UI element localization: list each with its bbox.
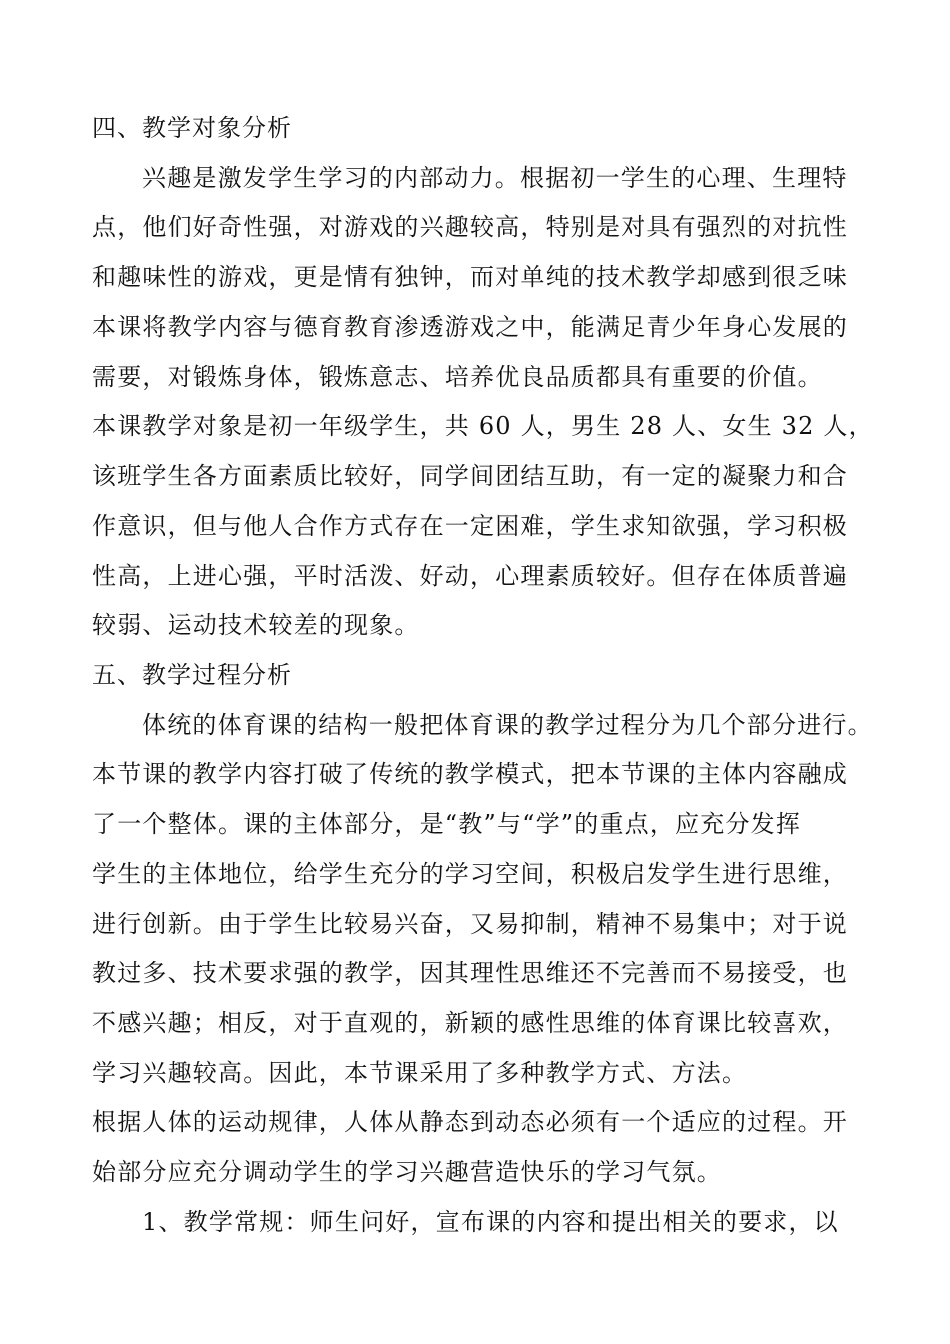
paragraph-line: 不感兴趣；相反，对于直观的，新颖的感性思维的体育课比较喜欢， [92, 1009, 848, 1037]
paragraph-line: 点，他们好奇性强，对游戏的兴趣较高，特别是对具有强烈的对抗性 [92, 213, 848, 241]
paragraph-line: 教过多、技术要求强的教学，因其理性思维还不完善而不易接受，也 [92, 959, 848, 987]
paragraph-line: 始部分应充分调动学生的学习兴趣营造快乐的学习气氛。 [92, 1158, 722, 1186]
list-item-1: 1、教学常规：师生问好，宣布课的内容和提出相关的要求，以 [142, 1208, 839, 1236]
paragraph-line: 兴趣是激发学生学习的内部动力。根据初一学生的心理、生理特 [142, 164, 848, 192]
section-heading-5: 五、教学过程分析 [92, 661, 292, 689]
paragraph-line: 和趣味性的游戏，更是情有独钟，而对单纯的技术教学却感到很乏味 [92, 263, 848, 291]
paragraph-line: 进行创新。由于学生比较易兴奋，又易抑制，精神不易集中；对于说 [92, 910, 848, 938]
paragraph-line: 该班学生各方面素质比较好，同学间团结互助，有一定的凝聚力和合 [92, 462, 848, 490]
paragraph-line: 本课将教学内容与德育教育渗透游戏之中，能满足青少年身心发展的 [92, 313, 848, 341]
paragraph-line: 较弱、运动技术较差的现象。 [92, 611, 420, 639]
paragraph-line: 学习兴趣较高。因此，本节课采用了多种教学方式、方法。 [92, 1059, 748, 1087]
paragraph-line: 本课教学对象是初一年级学生，共 60 人，男生 28 人、女生 32 人， [92, 412, 874, 440]
paragraph-line: 本节课的教学内容打破了传统的教学模式，把本节课的主体内容融成 [92, 760, 848, 788]
paragraph-line: 了一个整体。课的主体部分，是“教”与“学”的重点，应充分发挥 [92, 810, 802, 838]
paragraph-line: 需要，对锻炼身体，锻炼意志、培养优良品质都具有重要的价值。 [92, 363, 823, 391]
section-heading-4: 四、教学对象分析 [92, 114, 292, 142]
paragraph-line: 学生的主体地位，给学生充分的学习空间，积极启发学生进行思维， [92, 860, 848, 888]
paragraph-line: 性高，上进心强，平时活泼、好动，心理素质较好。但存在体质普遍 [92, 562, 848, 590]
paragraph-line: 根据人体的运动规律，人体从静态到动态必须有一个适应的过程。开 [92, 1108, 848, 1136]
paragraph-line: 体统的体育课的结构一般把体育课的教学过程分为几个部分进行。 [142, 711, 873, 739]
paragraph-line: 作意识，但与他人合作方式存在一定困难，学生求知欲强，学习积极 [92, 512, 848, 540]
